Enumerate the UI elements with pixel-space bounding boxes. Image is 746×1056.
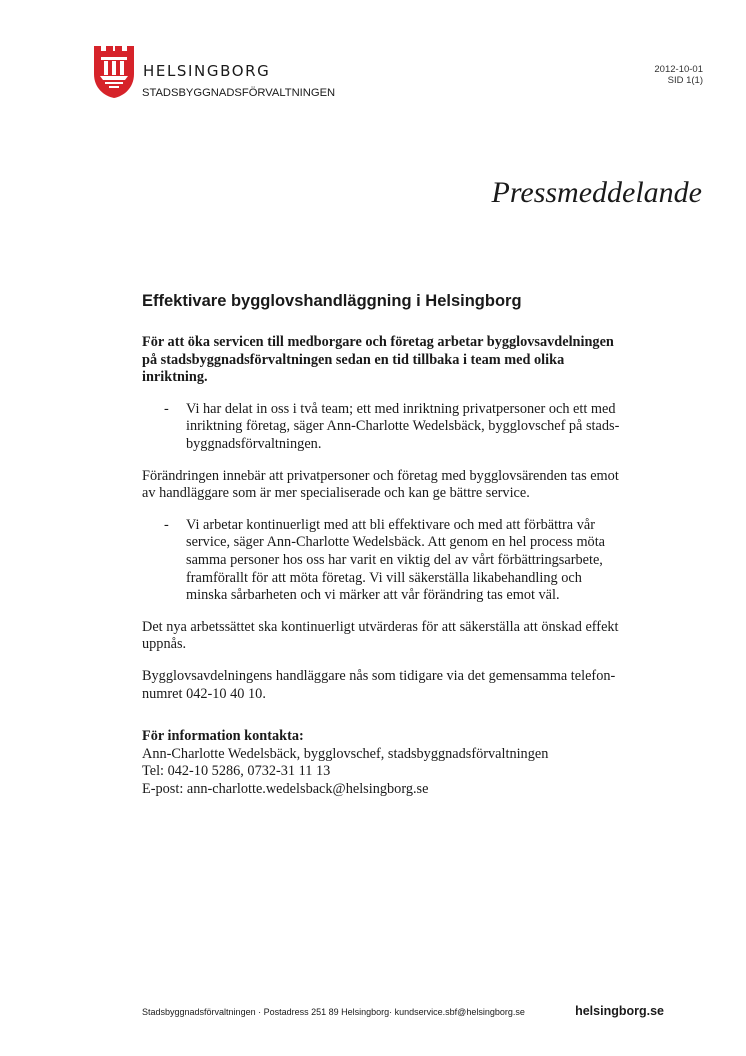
department-name: STADSBYGGNADSFÖRVALTNINGEN	[142, 87, 336, 99]
quote-paragraph	[142, 401, 622, 454]
footer-address: Stadsbyggnadsförvaltningen · Postadress 251 89 Helsingborg· kundservice.sbf@helsingborg.se	[142, 1007, 525, 1017]
quote-text: Vi har delat in oss i två team; ett med inriktning privatpersoner och ett med inriktning företag, säger Ann-Charlotte Wedelsbäck, bygglovschef på stads-byggnadsförvaltningen.	[186, 400, 620, 452]
contact-email: E-post: ann-charlotte.wedelsback@helsingborg.se	[142, 780, 429, 797]
contact-block	[142, 728, 548, 798]
footer-website: helsingborg.se	[575, 1004, 664, 1018]
body-paragraph: Bygglovsavdelningens handläggare nås som tidigare via det gemensamma telefon-numret 042-10 40 10.	[142, 667, 616, 702]
quote-text: Vi arbetar kontinuerligt med att bli effektivare och med att förbättra vår service, säger Ann-Charlotte Wedelsbäck. Att genom en hel process möta samma personer hos oss har varit en viktig del av vårt förbättringsarbete, framförallt för att möta företag. Vi vill säkerställa likabehandling och minska sårbarheten och vi märker att vår förändring tas emot väl.	[186, 516, 606, 604]
contact-phone: Tel: 042-10 5286, 0732-31 11 13	[142, 763, 331, 780]
document-meta	[654, 64, 703, 86]
lead-paragraph: För att öka servicen till medborgare och företag arbetar bygglovsavdelningen på stadsbyggnadsförvaltningen sedan en tid tillbaka i team med olika inriktning.	[142, 334, 614, 386]
page-number: SID 1(1)	[667, 75, 703, 86]
contact-heading: För information kontakta:	[142, 728, 304, 744]
body-paragraph: Förändringen innebär att privatpersoner och företag med bygglovsärenden tas emot av handläggare som är mer specialiserade och kan ge bättre service.	[142, 467, 619, 502]
press-release-body	[142, 334, 622, 717]
document-date: 2012-10-01	[654, 64, 703, 75]
quote-dash: -	[164, 400, 169, 417]
quote-paragraph	[142, 517, 622, 605]
contact-name: Ann-Charlotte Wedelsbäck, bygglovschef, stadsbyggnadsförvaltningen	[142, 745, 549, 762]
quote-dash: -	[164, 516, 169, 533]
body-paragraph: Det nya arbetssättet ska kontinuerligt utvärderas för att säkerställa att önskad effekt uppnås.	[142, 618, 619, 653]
document-type-title: Pressmeddelande	[491, 176, 702, 209]
press-release-headline: Effektivare bygglovshandläggning i Helsingborg	[142, 292, 522, 310]
helsingborg-coat-of-arms-logo	[92, 44, 136, 100]
org-name: HELSINGBORG	[143, 62, 271, 80]
